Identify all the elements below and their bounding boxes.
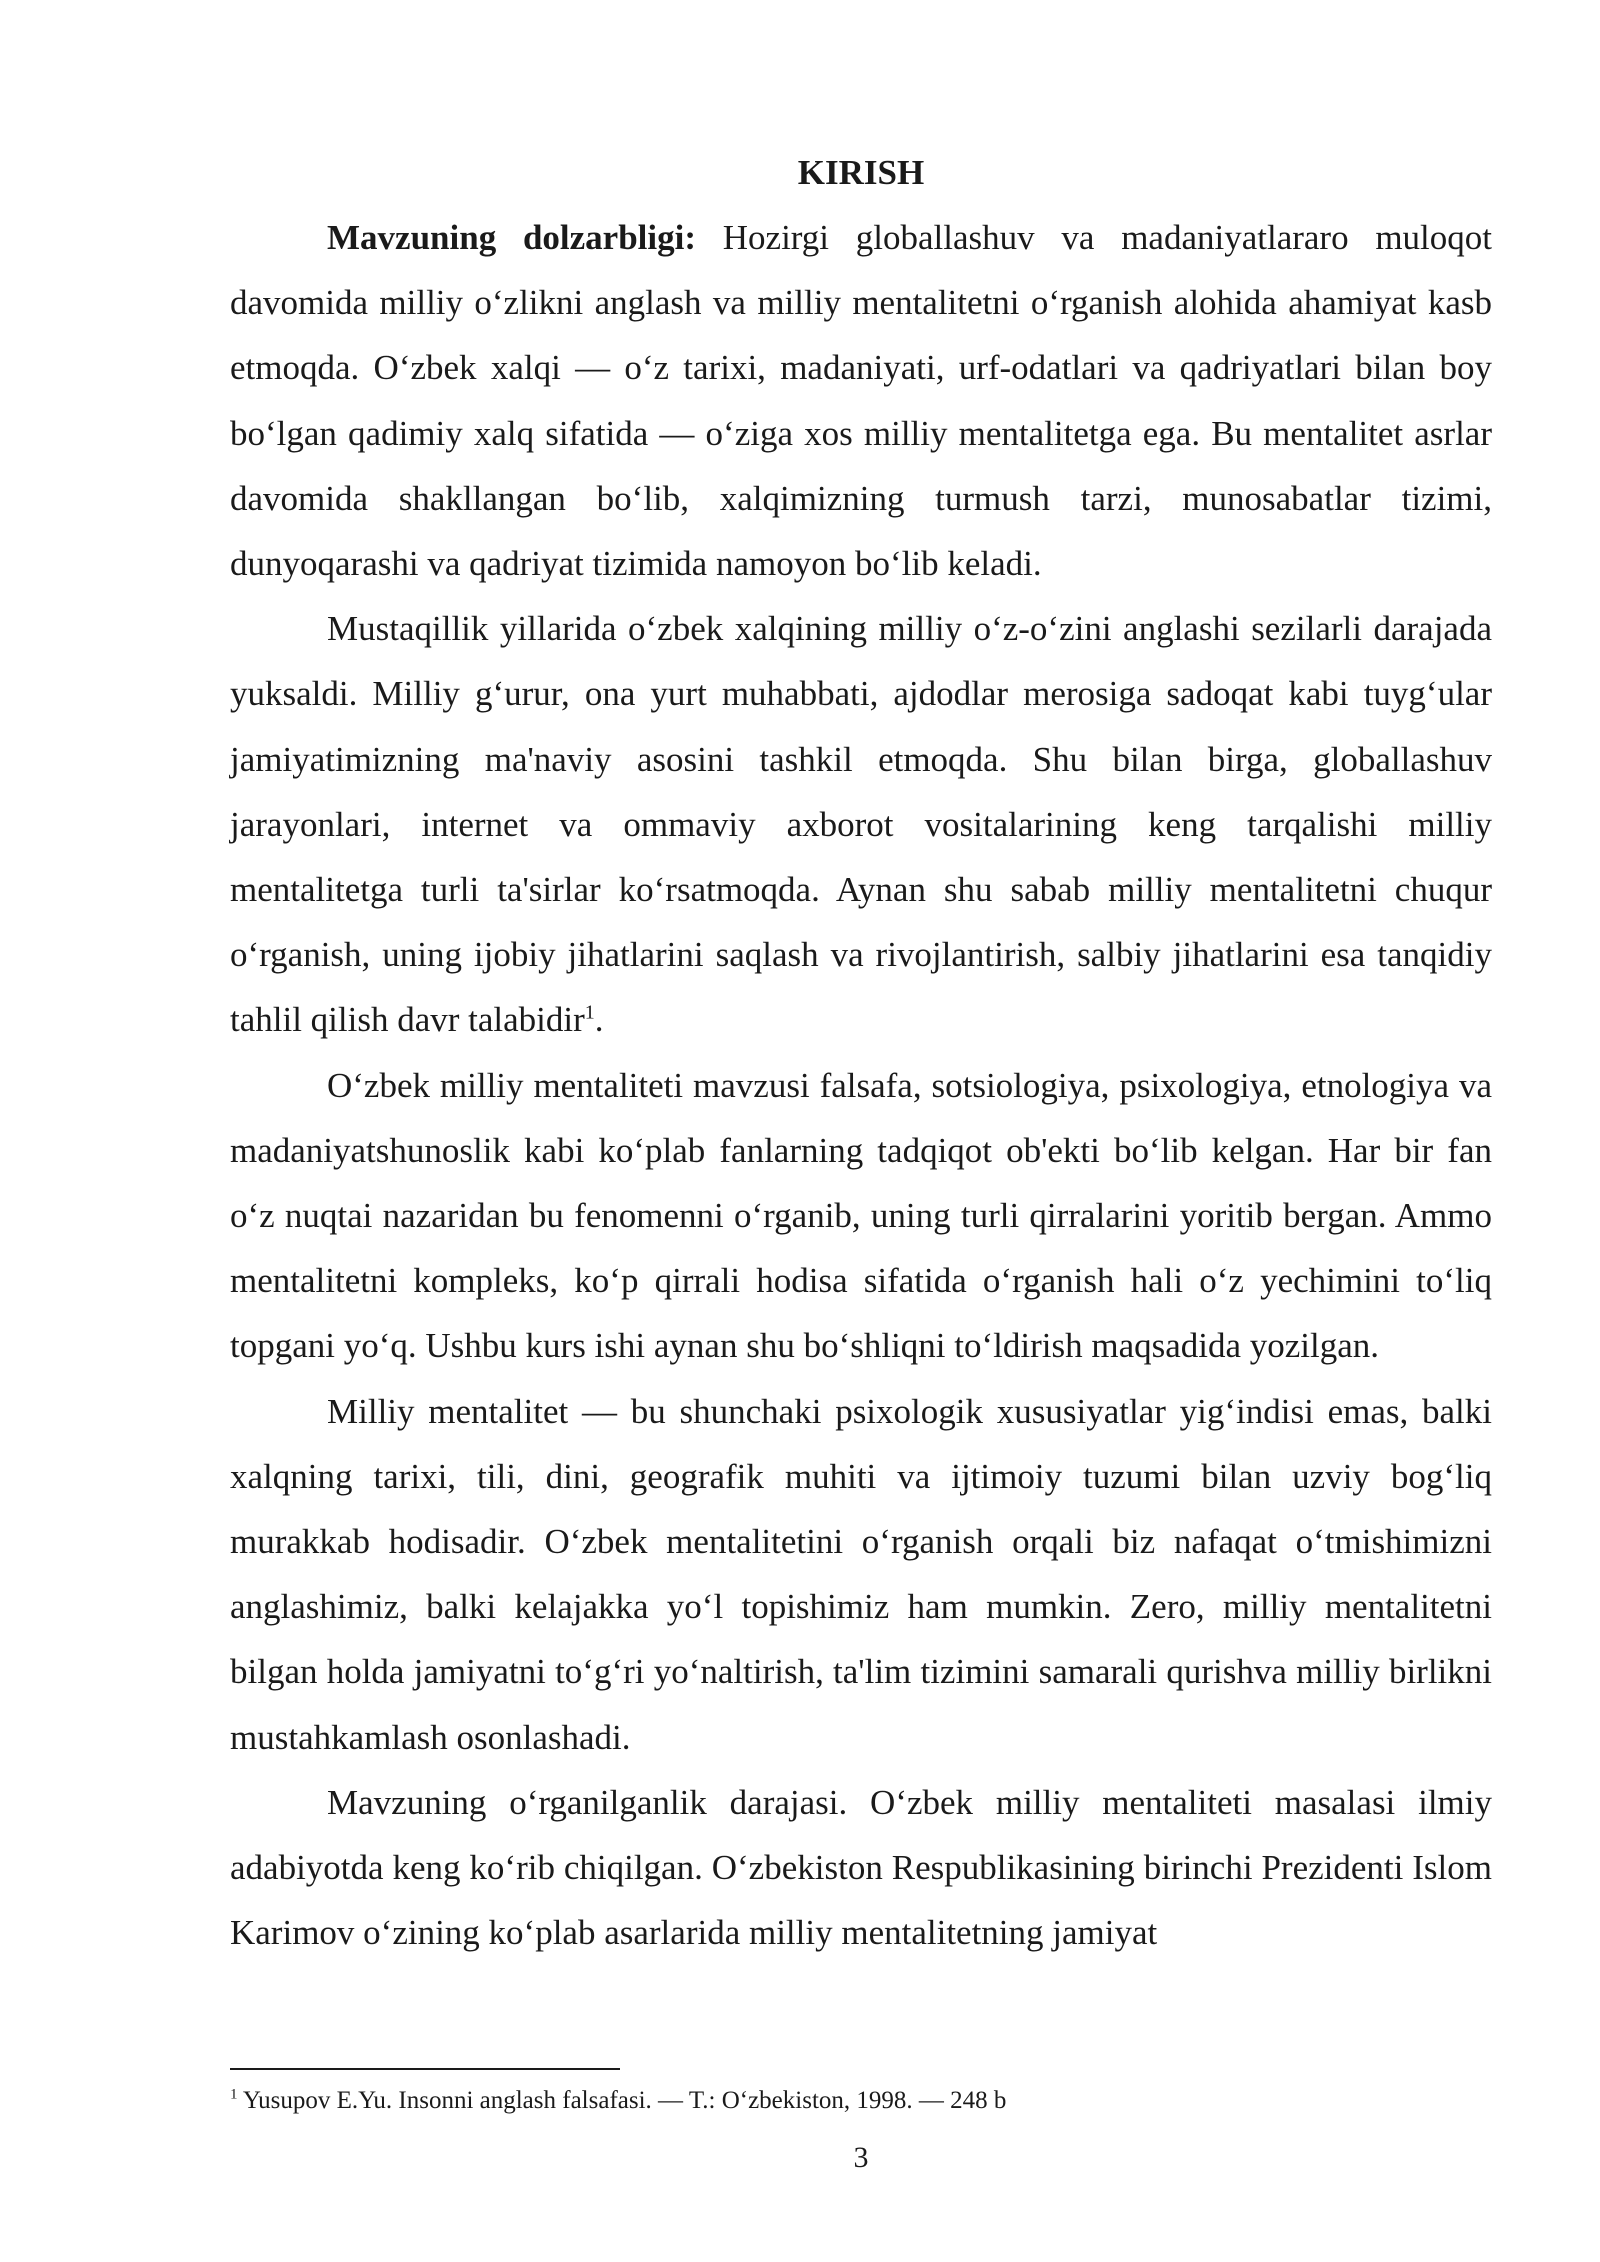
body-text <box>230 140 1492 1965</box>
paragraph-mentality <box>230 1379 1492 1770</box>
relevance-lead: Mavzuning dolzarbligi: <box>327 218 696 257</box>
relevance-text: Hozirgi globallashuv va madaniyatlararo muloqot davomida milliy o‘zlikni anglash va milliy mentalitetni o‘rganish alohida ahamiyat kasb etmoqda. O‘zbek xalqi — o‘z tarixi, madaniyati, urf-odatlari va qadriyatlari bilan boy bo‘lgan qadimiy xalq sifatida — o‘ziga xos milliy mentalitetga ega. Bu mentalitet asrlar davomida shakllangan bo‘lib, xalqimizning turmush tarzi, munosabatlar tizimi, dunyoqarashi va qadriyat tizimida namoyon bo‘lib keladi. <box>230 218 1492 584</box>
footnote-divider <box>230 2068 620 2070</box>
footnote-reference[interactable]: 1 <box>584 1001 595 1024</box>
independence-tail: . <box>594 1000 604 1040</box>
independence-text: Mustaqillik yillarida o‘zbek xalqining milliy o‘z-o‘zini anglashi sezilarli darajada yuksaldi. Milliy g‘urur, ona yurt muhabbati, ajdodlar merosiga sadoqat kabi tuyg‘ular jamiyatimizning ma'naviy asosini tashkil etmoqda. Shu bilan birga, globallashuv jarayonlari, internet va ommaviy axborot vositalarining keng tarqalishi milliy mentalitetga turli ta'sirlar ko‘rsatmoqda. Aynan shu sabab milliy mentalitetni chuqur o‘rganish, uning ijobiy jihatlarini saqlash va rivojlantirish, salbiy jihatlarini esa tanqidiy tahlil qilish davr talabidir <box>230 609 1492 1040</box>
page-number: 3 <box>853 2141 869 2174</box>
section-title: KIRISH <box>797 153 925 192</box>
paragraph-independence <box>230 596 1492 1052</box>
footnote-marker: 1 <box>230 2086 238 2103</box>
disciplines-text: O‘zbek milliy mentaliteti mavzusi falsafa, sotsiologiya, psixologiya, etnologiya va madaniyatshunoslik kabi ko‘plab fanlarning tadqiqot ob'ekti bo‘lib kelgan. Har bir fan o‘z nuqtai nazaridan bu fenomenni o‘rganib, uning turli qirralarini yoritib bergan. Ammo mentalitetni kompleks, ko‘p qirrali hodisa sifatida o‘rganish hali o‘z yechimini to‘liq topgani yo‘q. Ushbu kurs ishi aynan shu bo‘shliqni to‘ldirish maqsadida yozilgan. <box>230 1065 1492 1366</box>
paragraph-disciplines <box>230 1053 1492 1379</box>
study-degree-text: Mavzuning o‘rganilganlik darajasi. O‘zbek milliy mentaliteti masalasi ilmiy adabiyotda keng ko‘rib chiqilgan. O‘zbekiston Respublikasining birinchi Prezidenti Islom Karimov o‘zining ko‘plab asarlarida milliy mentalitetning jamiyat <box>230 1782 1492 1953</box>
footnote-text: Yusupov E.Yu. Insonni anglash falsafasi. — T.: O‘zbekiston, 1998. — 248 b <box>237 2087 1007 2114</box>
footnote <box>230 2086 1492 2116</box>
mentality-text: Milliy mentalitet — bu shunchaki psixologik xususiyatlar yig‘indisi emas, balki xalqning tarixi, tili, dini, geografik muhiti va ijtimoiy tuzumi bilan uzviy bog‘liq murakkab hodisadir. O‘zbek mentalitetini o‘rganish orqali biz nafaqat o‘tmishimizni anglashimiz, balki kelajakka yo‘l topishimiz ham mumkin. Zero, milliy mentalitetni bilgan holda jamiyatni to‘g‘ri yo‘naltirish, ta'lim tizimini samarali qurishva milliy birlikni mustahkamlash osonlashadi. <box>230 1391 1492 1757</box>
paragraph-relevance <box>230 205 1492 596</box>
paragraph-study-degree <box>230 1770 1492 1966</box>
